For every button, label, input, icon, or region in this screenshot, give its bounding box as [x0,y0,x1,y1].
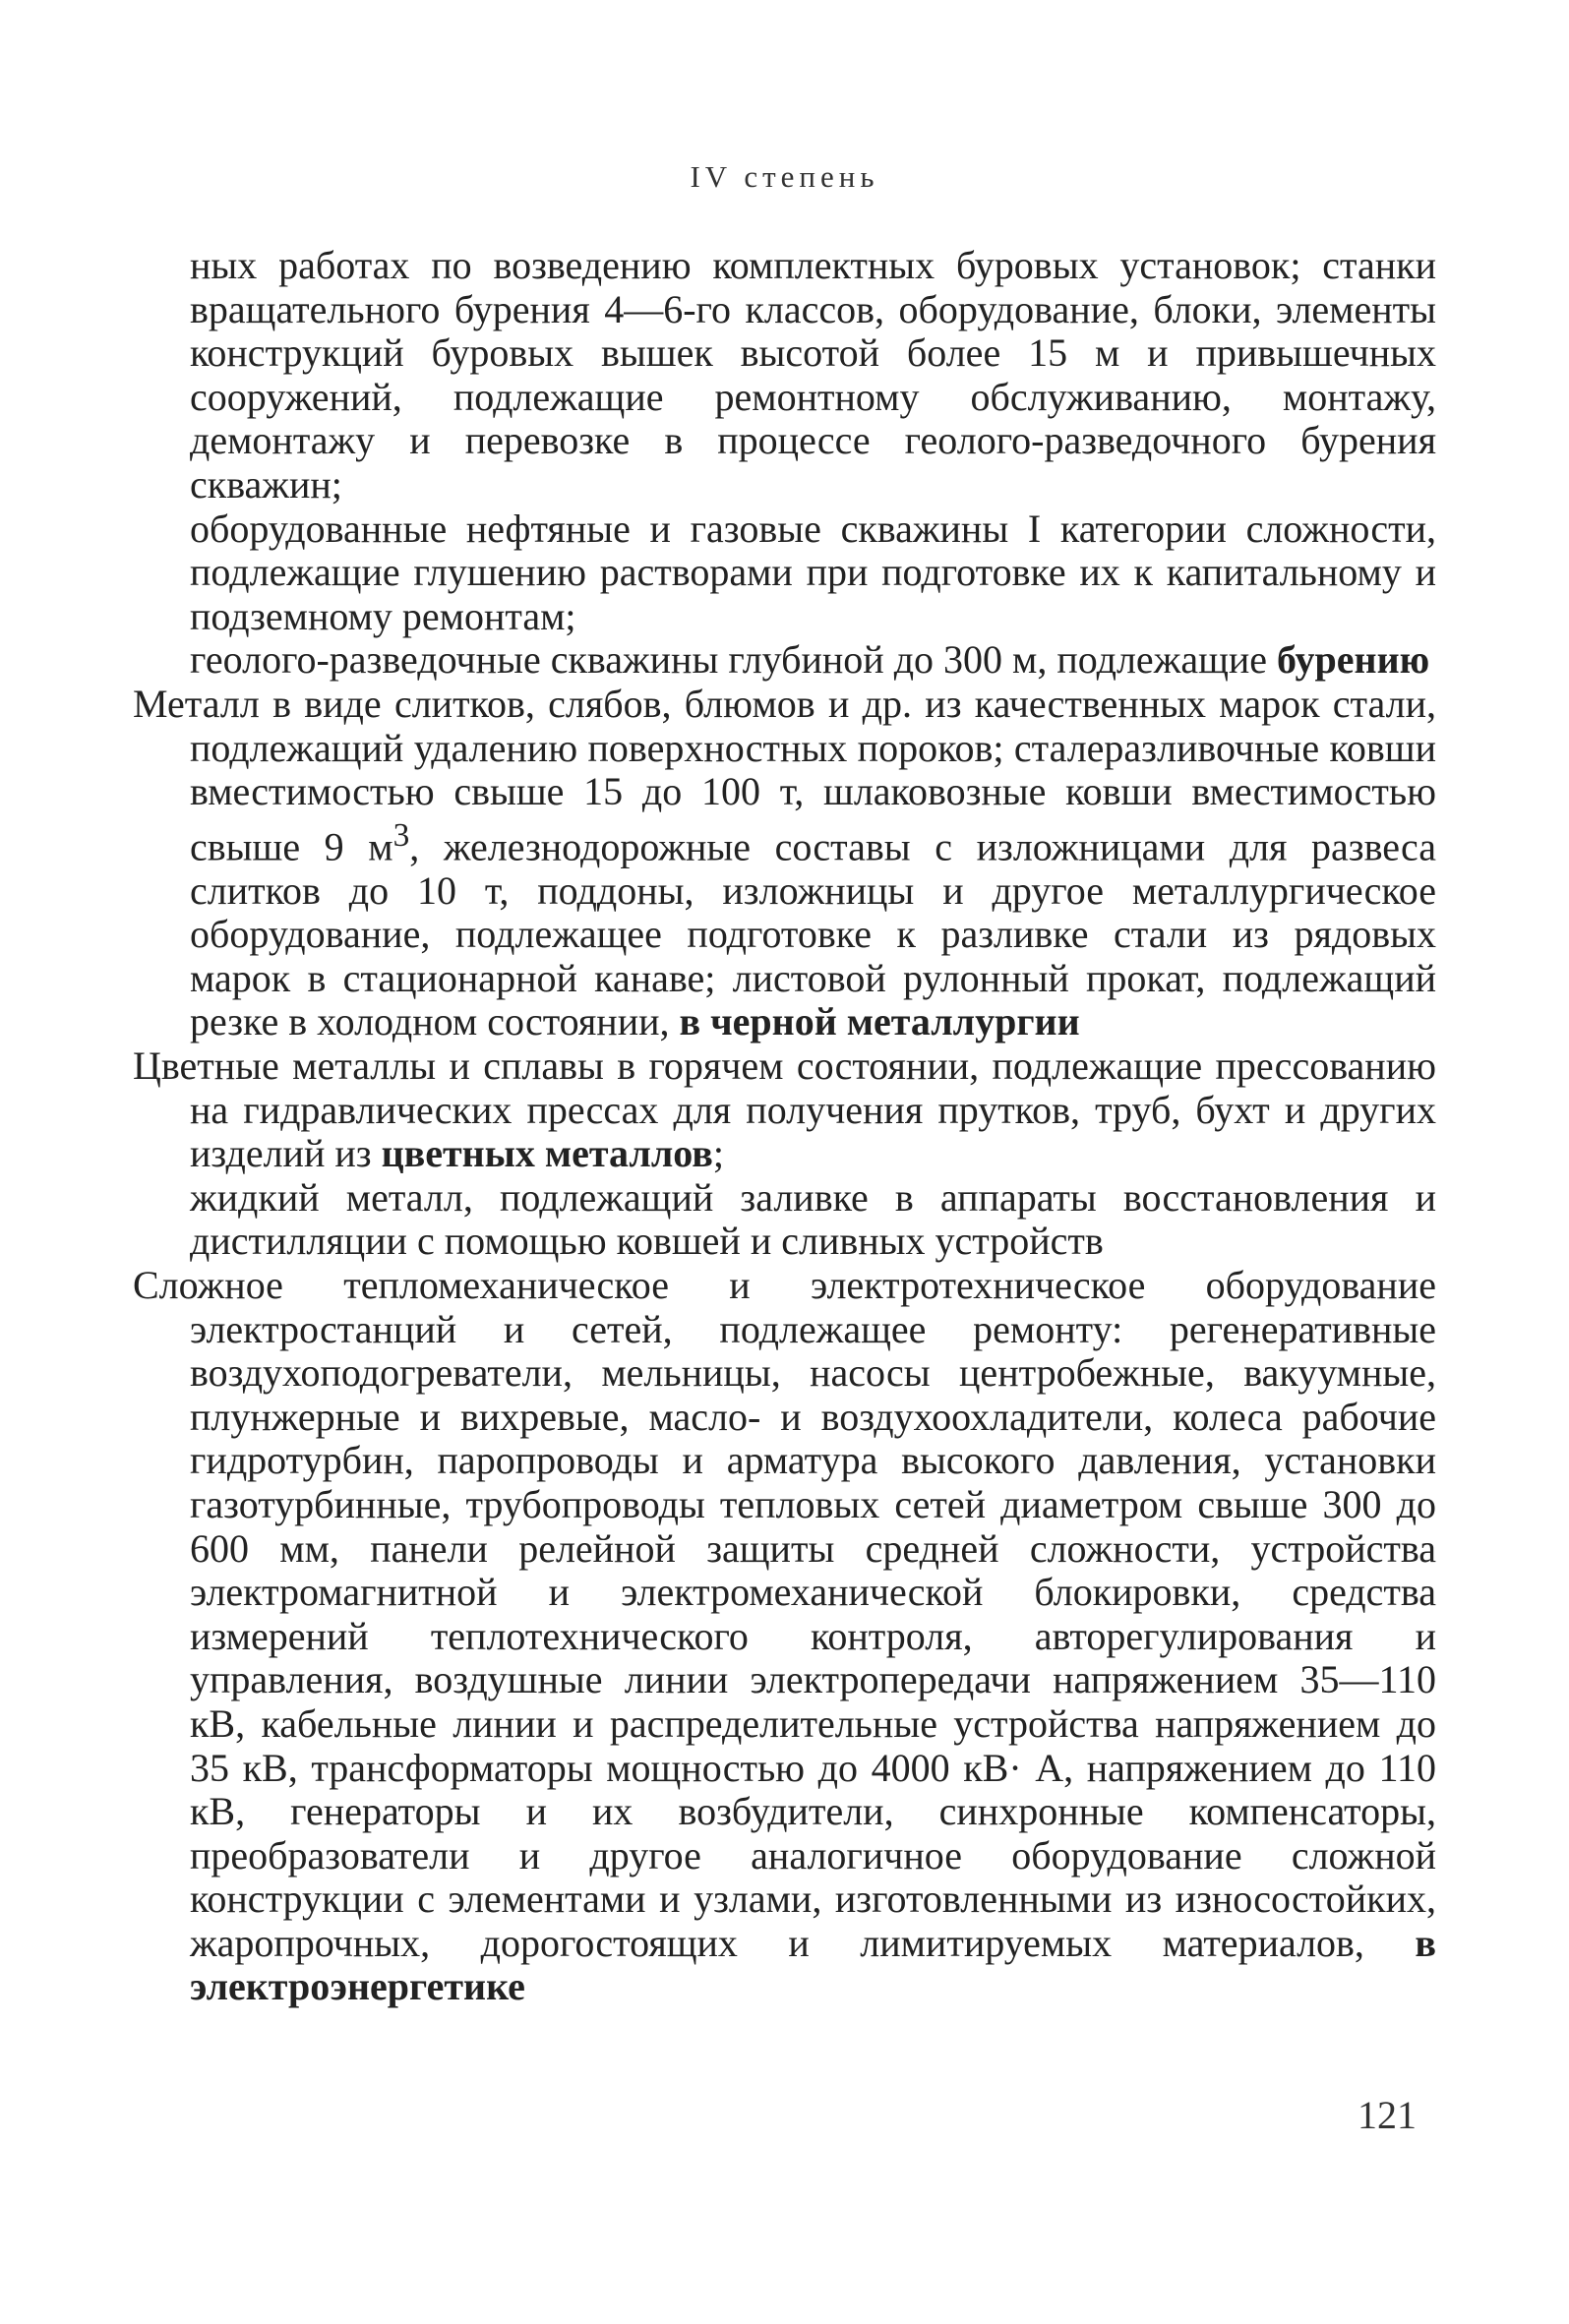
paragraph-power-engineering [133,1264,1436,2009]
running-header: IV степень [690,159,879,194]
paragraph-nonferrous-metals [133,1044,1436,1176]
paragraph-oil-gas-wells [133,507,1436,639]
industry-label: в электроэнергетике [190,1920,1436,2009]
paragraph-text: Цветные металлы и сплавы в горячем состоянии, подлежащие прессованию на гидравлических прессах для получения прутков, труб, бухт и других изделий из [133,1043,1436,1176]
paragraph-text: жидкий металл, подлежащий заливке в аппараты восстановления и дистилляции с помощью ковшей и сливных устройств [190,1174,1436,1264]
paragraph-text: Металл в виде слитков, слябов, блюмов и др. из качественных марок стали, подлежащий удалению поверхностных пороков; сталеразливочные ковши вместимостью свыше 15 до 100 т, шлаковозные ковши вместимостью свыше 9 м [133,681,1436,869]
paragraph-drilling-continuation [133,244,1436,507]
paragraph-text: геолого-разведочные скважины глубиной до 300 м, подлежащие [190,637,1278,683]
page-number: 121 [1358,2093,1417,2137]
paragraph-text: , железнодорожные составы с изложницами для развеса слитков до 10 т, поддоны, изложницы и другое металлургическое оборудование, подлежащее подготовке к разливке стали из рядовых марок в стационарной канаве; листовой рулонный прокат, подлежащий резке в холодном состоянии, [190,824,1436,1044]
paragraph-text: ; [712,1131,725,1176]
industry-label: бурению [1277,637,1430,683]
paragraph-text: ных работах по возведению комплектных буровых установок; станки вращательного бурения 4—6-го классов, оборудование, блоки, элементы конструкций буровых вышек высотой более 15 м и привышечных сооружений, подлежащие ремонтному обслуживанию, монтажу, демонтажу и перевозке в процессе геолого-разведочного бурения скважин; [190,243,1436,507]
industry-label: в черной металлургии [679,999,1080,1044]
paragraph-liquid-metal [133,1176,1436,1264]
industry-label: цветных металлов [381,1131,713,1176]
page-body [133,244,1436,2009]
paragraph-exploration-wells [133,638,1436,683]
paragraph-text: Сложное тепломеханическое и электротехническое оборудование электростанций и сетей, подлежащее ремонту: регенеративные воздухоподогреватели, мельницы, насосы центробежные, вакуумные, плунжерные и вихревые, масло- и воздухоохладители, колеса рабочие гидротурбин, паропроводы и арматура высокого давления, установки газотурбинные, трубопроводы тепловых сетей диаметром свыше 300 до 600 мм, панели релейной защиты средней сложности, устройства электромагнитной и электромеханической блокировки, средства измерений теплотехнического контроля, авторегулирования и управления, воздушные линии электропередачи напряжением 35—110 кВ, кабельные линии и распределительные устройства напряжением до 35 кВ, трансформаторы мощностью до 4000 кВ· А, напряжением до 110 кВ, генераторы и их возбудители, синхронные компенсаторы, преобразователи и другое аналогичное оборудование сложной конструкции с элементами и узлами, изготовленными из износостойких, жаропрочных, дорогостоящих и лимитируемых материалов, [133,1262,1436,1965]
paragraph-text: оборудованные нефтяные и газовые скважины I категории сложности, подлежащие глушению растворами при подготовке их к капитальному и подземному ремонтам; [190,506,1436,638]
superscript: 3 [392,816,410,854]
paragraph-ferrous-metallurgy [133,683,1436,1044]
